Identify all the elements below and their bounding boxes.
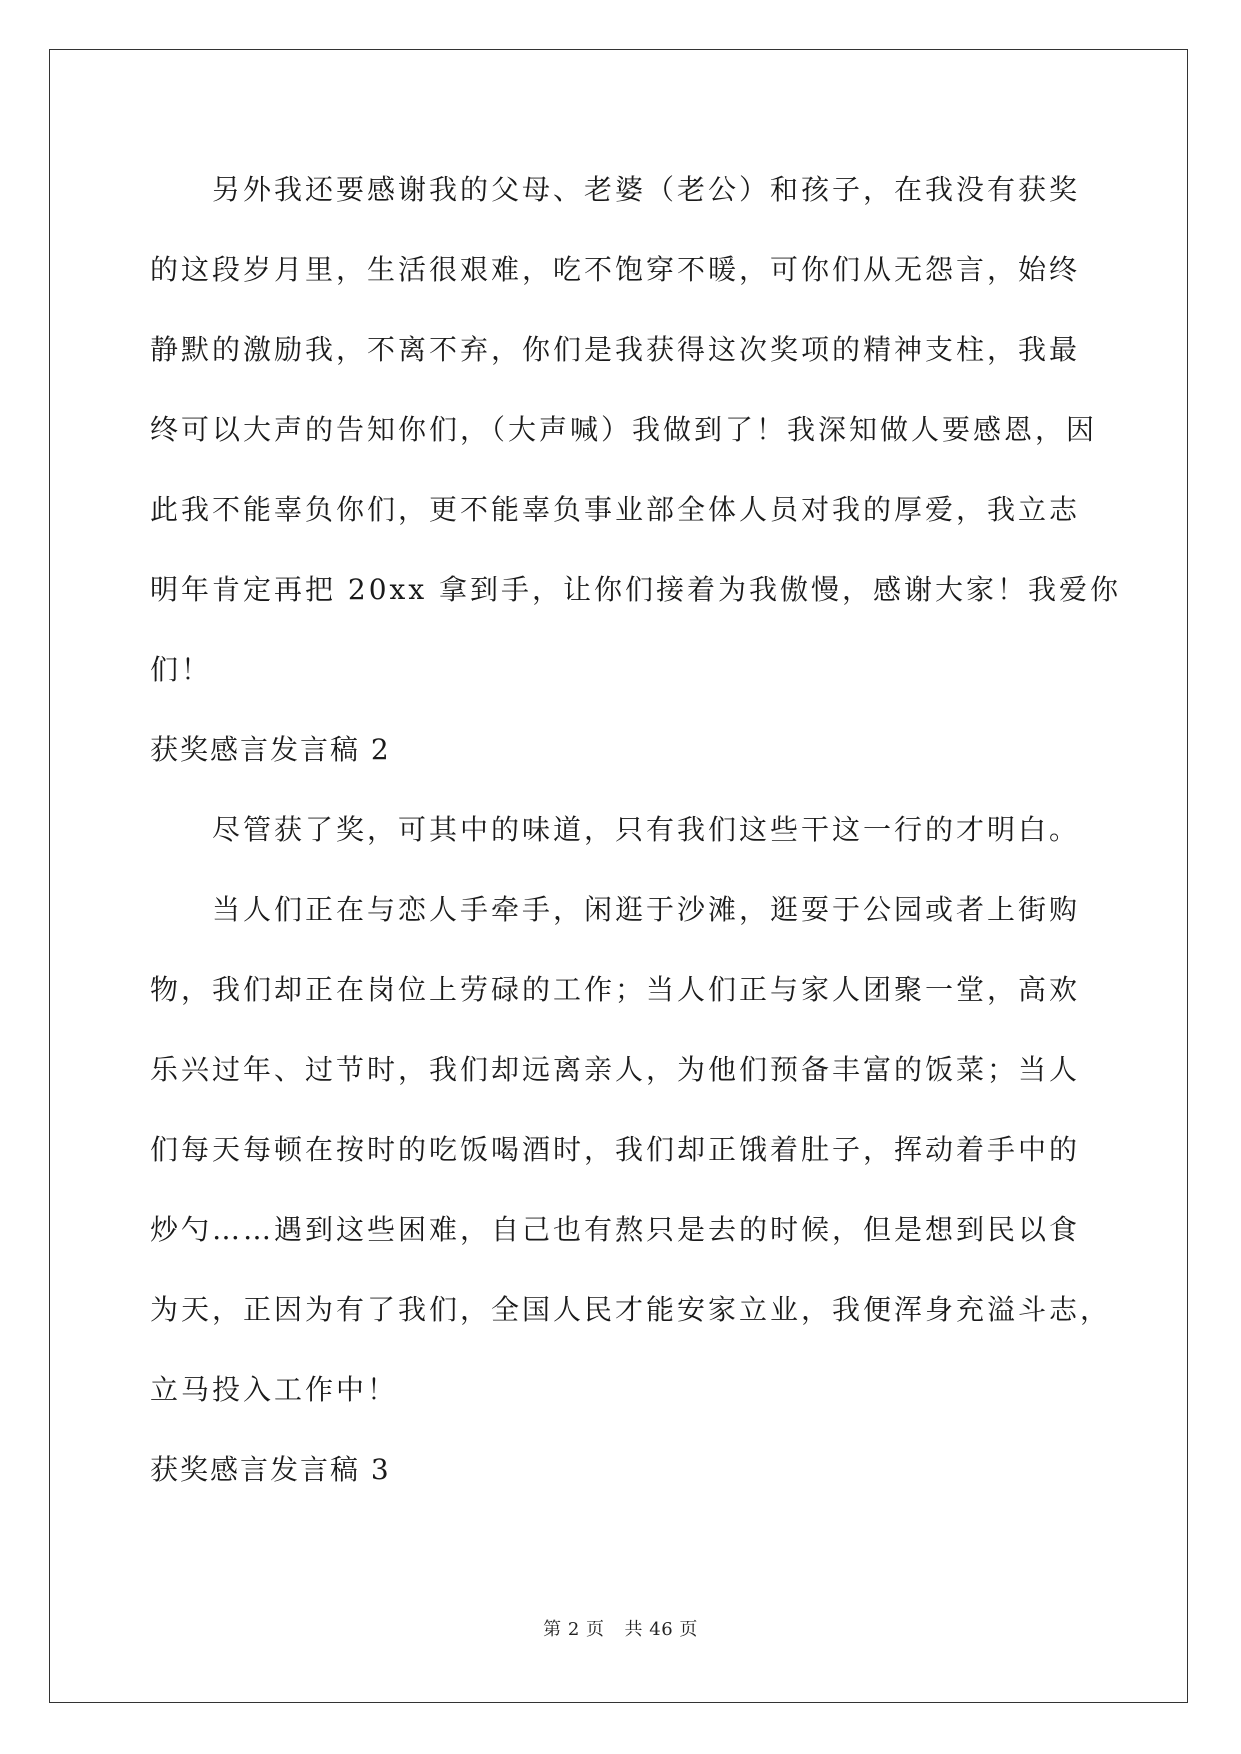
paragraph-line: 乐兴过年、过节时，我们却远离亲人，为他们预备丰富的饭菜；当人 [150, 1053, 1081, 1086]
section-heading: 获奖感言发言稿 2 [150, 733, 391, 766]
paragraph-line: 为天，正因为有了我们，全国人民才能安家立业，我便浑身充溢斗志， [150, 1293, 1112, 1326]
paragraph-line: 炒勺……遇到这些困难，自己也有熬只是去的时候，但是想到民以食 [150, 1213, 1081, 1246]
page-total: 共 46 页 [624, 1619, 698, 1640]
paragraph-line: 另外我还要感谢我的父母、老婆（老公）和孩子，在我没有获奖 [212, 173, 1081, 206]
document-body [150, 150, 1122, 1510]
paragraph-line: 此我不能辜负你们，更不能辜负事业部全体人员对我的厚爱，我立志 [150, 493, 1081, 526]
paragraph-line: 们每天每顿在按时的吃饭喝酒时，我们却正饿着肚子，挥动着手中的 [150, 1133, 1081, 1166]
paragraph-line: 物，我们却正在岗位上劳碌的工作；当人们正与家人团聚一堂，高欢 [150, 973, 1081, 1006]
paragraph-line: 尽管获了奖，可其中的味道，只有我们这些干这一行的才明白。 [212, 813, 1081, 846]
paragraph-line: 立马投入工作中！ [150, 1373, 399, 1406]
section-heading: 获奖感言发言稿 3 [150, 1453, 391, 1486]
page-footer [0, 1618, 1241, 1642]
page-number: 第 2 页 [543, 1619, 605, 1640]
paragraph-line: 静默的激励我，不离不弃，你们是我获得这次奖项的精神支柱，我最 [150, 333, 1081, 366]
paragraph-line: 当人们正在与恋人手牵手，闲逛于沙滩，逛耍于公园或者上街购 [212, 893, 1081, 926]
paragraph-line: 们！ [150, 653, 213, 686]
paragraph-line: 的这段岁月里，生活很艰难，吃不饱穿不暖，可你们从无怨言，始终 [150, 253, 1081, 286]
paragraph-line: 终可以大声的告知你们，（大声喊）我做到了！我深知做人要感恩，因 [150, 413, 1098, 446]
paragraph-line: 明年肯定再把 20xx 拿到手，让你们接着为我傲慢，感谢大家！我爱你 [150, 573, 1122, 606]
